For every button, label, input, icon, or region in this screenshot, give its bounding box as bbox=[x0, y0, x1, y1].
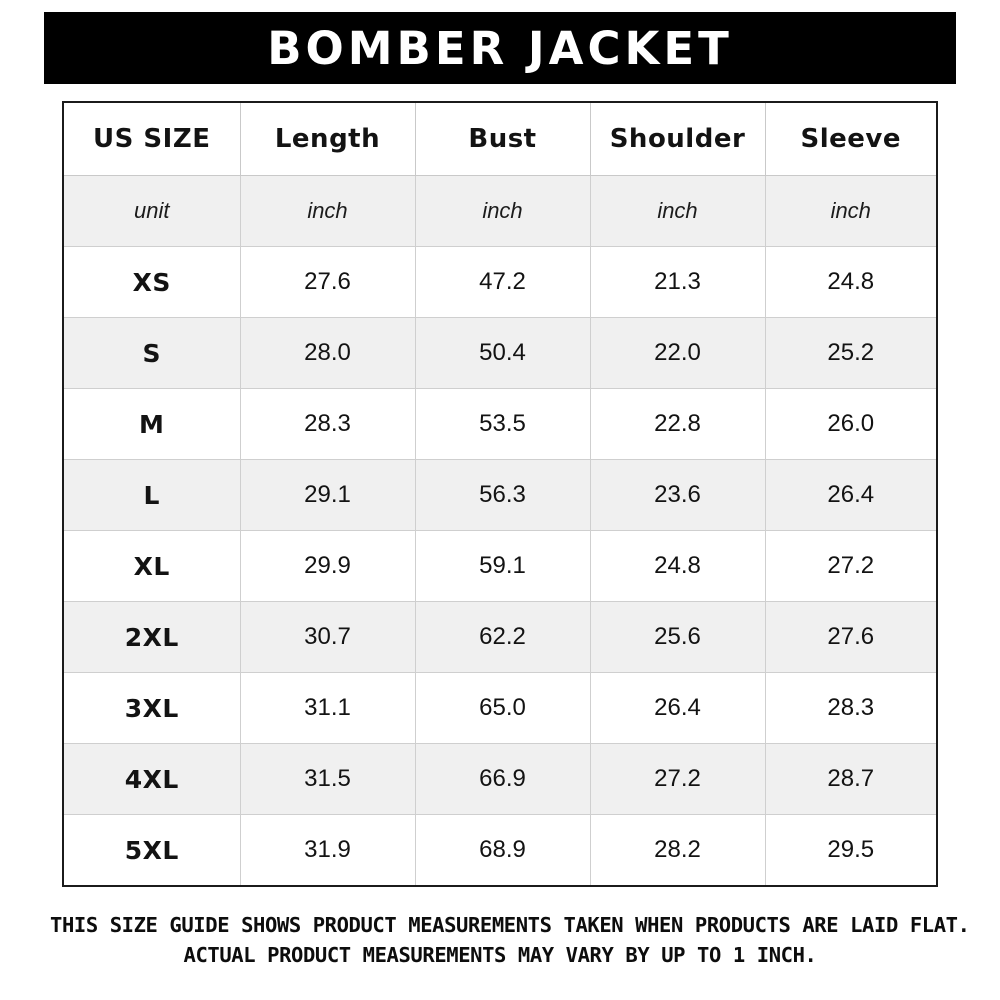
row-length: 29.1 bbox=[240, 460, 415, 531]
page-title: BOMBER JACKET bbox=[267, 21, 733, 75]
table-row bbox=[64, 318, 936, 389]
row-length: 31.1 bbox=[240, 673, 415, 744]
row-shoulder: 23.6 bbox=[590, 460, 765, 531]
row-sleeve: 29.5 bbox=[765, 815, 936, 886]
row-bust: 65.0 bbox=[415, 673, 590, 744]
row-length: 28.0 bbox=[240, 318, 415, 389]
row-shoulder: 22.0 bbox=[590, 318, 765, 389]
row-bust: 47.2 bbox=[415, 247, 590, 318]
table-header-row bbox=[64, 103, 936, 176]
row-bust: 50.4 bbox=[415, 318, 590, 389]
row-shoulder: 28.2 bbox=[590, 815, 765, 886]
size-table bbox=[64, 103, 936, 885]
row-sleeve: 27.2 bbox=[765, 531, 936, 602]
column-header-sleeve: Sleeve bbox=[765, 103, 936, 176]
table-row bbox=[64, 460, 936, 531]
column-header-us-size: US SIZE bbox=[64, 103, 240, 176]
row-size: XS bbox=[64, 247, 240, 318]
column-header-shoulder: Shoulder bbox=[590, 103, 765, 176]
row-sleeve: 28.3 bbox=[765, 673, 936, 744]
row-shoulder: 21.3 bbox=[590, 247, 765, 318]
footnote-line-1: THIS SIZE GUIDE SHOWS PRODUCT MEASUREMENTS TAKEN WHEN PRODUCTS ARE LAID FLAT. bbox=[50, 913, 970, 937]
row-shoulder: 22.8 bbox=[590, 389, 765, 460]
unit-bust: inch bbox=[415, 176, 590, 247]
row-length: 31.5 bbox=[240, 744, 415, 815]
row-size: 3XL bbox=[64, 673, 240, 744]
row-size: 4XL bbox=[64, 744, 240, 815]
row-shoulder: 26.4 bbox=[590, 673, 765, 744]
table-row bbox=[64, 815, 936, 886]
table-row bbox=[64, 531, 936, 602]
row-bust: 56.3 bbox=[415, 460, 590, 531]
unit-sleeve: inch bbox=[765, 176, 936, 247]
unit-length: inch bbox=[240, 176, 415, 247]
row-length: 29.9 bbox=[240, 531, 415, 602]
row-size: L bbox=[64, 460, 240, 531]
row-sleeve: 27.6 bbox=[765, 602, 936, 673]
unit-label: unit bbox=[64, 176, 240, 247]
row-size: XL bbox=[64, 531, 240, 602]
row-sleeve: 26.0 bbox=[765, 389, 936, 460]
unit-shoulder: inch bbox=[590, 176, 765, 247]
footnote-line-2: ACTUAL PRODUCT MEASUREMENTS MAY VARY BY UP TO 1 INCH. bbox=[183, 943, 817, 967]
row-length: 28.3 bbox=[240, 389, 415, 460]
row-size: 2XL bbox=[64, 602, 240, 673]
row-length: 31.9 bbox=[240, 815, 415, 886]
row-sleeve: 26.4 bbox=[765, 460, 936, 531]
row-sleeve: 25.2 bbox=[765, 318, 936, 389]
row-shoulder: 25.6 bbox=[590, 602, 765, 673]
row-bust: 53.5 bbox=[415, 389, 590, 460]
row-bust: 59.1 bbox=[415, 531, 590, 602]
row-bust: 62.2 bbox=[415, 602, 590, 673]
table-row bbox=[64, 389, 936, 460]
row-sleeve: 28.7 bbox=[765, 744, 936, 815]
table-row bbox=[64, 673, 936, 744]
table-row bbox=[64, 744, 936, 815]
column-header-bust: Bust bbox=[415, 103, 590, 176]
unit-row bbox=[64, 176, 936, 247]
row-length: 27.6 bbox=[240, 247, 415, 318]
footnote bbox=[50, 910, 970, 970]
row-shoulder: 24.8 bbox=[590, 531, 765, 602]
row-size: 5XL bbox=[64, 815, 240, 886]
row-length: 30.7 bbox=[240, 602, 415, 673]
row-bust: 66.9 bbox=[415, 744, 590, 815]
table-row bbox=[64, 247, 936, 318]
row-size: S bbox=[64, 318, 240, 389]
title-banner bbox=[44, 12, 956, 84]
row-bust: 68.9 bbox=[415, 815, 590, 886]
column-header-length: Length bbox=[240, 103, 415, 176]
table-row bbox=[64, 602, 936, 673]
row-shoulder: 27.2 bbox=[590, 744, 765, 815]
size-table-container bbox=[62, 101, 938, 887]
row-sleeve: 24.8 bbox=[765, 247, 936, 318]
row-size: M bbox=[64, 389, 240, 460]
